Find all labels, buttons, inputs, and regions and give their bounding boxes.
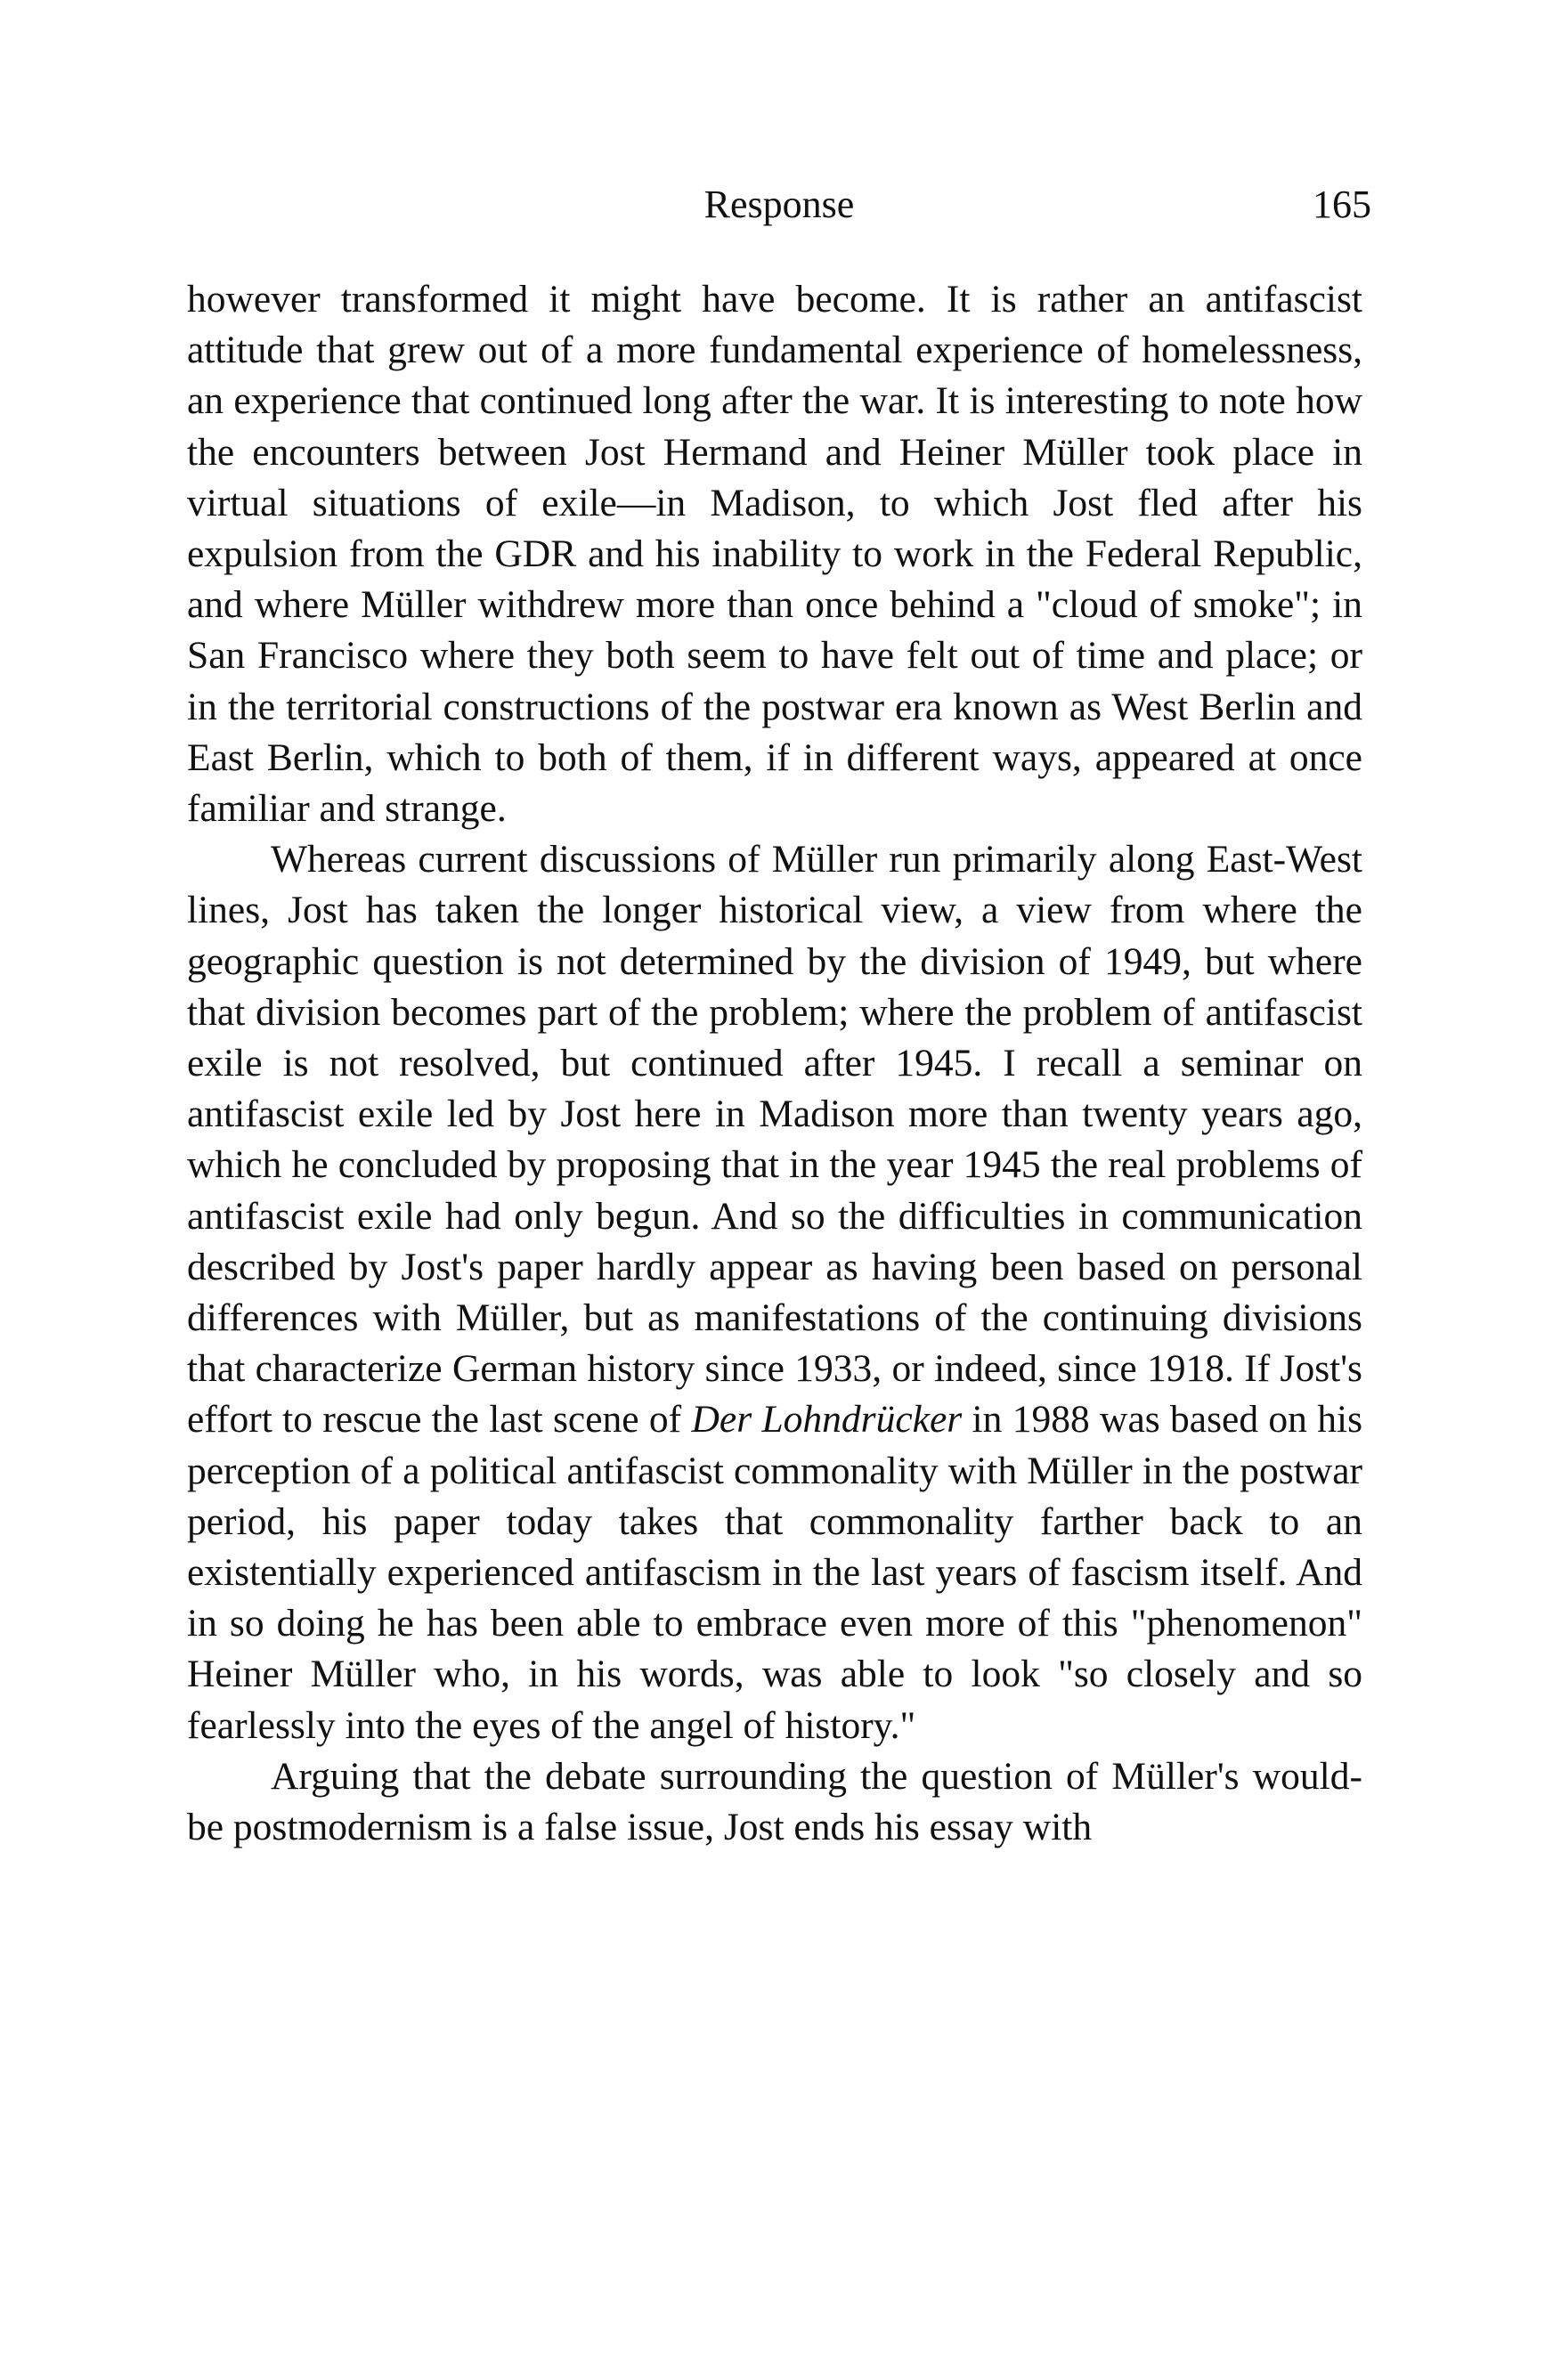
running-head-title: Response bbox=[703, 183, 855, 226]
running-head bbox=[187, 174, 1371, 236]
paragraph-3-text: Arguing that the debate surrounding the question of Müller's would-be postmodernism is a false issue, Jost ends his essay with bbox=[187, 1754, 1362, 1849]
paragraph-2-text-a: Whereas current discussions of Müller run primarily along East-West lines, Jost has taken the longer historical view, a view from where the geographic question is not determined by the division of 1949, but where that division becomes part of the problem; where the problem of antifascist exile is not resolved, but continued after 1945. I recall a seminar on antifascist exile led by Jost here in Madison more than twenty years ago, which he concluded by proposing that in the year 1945 the real problems of antifascist exile had only begun. And so the difficulties in communication described by Jost's paper hardly appear as having been based on personal differences with Müller, but as manifestations of the continuing divisions that characterize German history since 1933, or indeed, since 1918. If Jost's effort to rescue the last scene of bbox=[187, 838, 1362, 1442]
page-number: 165 bbox=[1313, 183, 1371, 226]
paragraph-1 bbox=[187, 274, 1362, 834]
paragraph-2 bbox=[187, 834, 1362, 1751]
book-title-der-lohndruecker: Der Lohndrücker bbox=[691, 1398, 963, 1442]
body-text bbox=[187, 274, 1362, 1853]
paragraph-1-text: however transformed it might have become. It is rather an antifascist attitude that grew out of a more fundamental experience of homelessness, an experience that continued long after the war. It is interesting to note how the encounters between Jost Hermand and Heiner Müller took place in virtual situations of exile—in Madison, to which Jost fled after his expulsion from the GDR and his inability to work in the Federal Republic, and where Müller withdrew more than once behind a "cloud of smoke"; in San Francisco where they both seem to have felt out of time and place; or in the territorial constructions of the postwar era known as West Berlin and East Berlin, which to both of them, if in different ways, appeared at once familiar and strange. bbox=[187, 278, 1362, 831]
paragraph-2-text-b: in 1988 was based on his perception of a political antifascist commonality with Müller in the postwar period, his paper today takes that commonality farther back to an existentially experienced antifascism in the last years of fascism itself. And in so doing he has been able to embrace even more of this "phenomenon" Heiner Müller who, in his words, was able to look "so closely and so fearlessly into the eyes of the angel of history." bbox=[187, 1398, 1363, 1747]
paragraph-3 bbox=[187, 1751, 1362, 1853]
